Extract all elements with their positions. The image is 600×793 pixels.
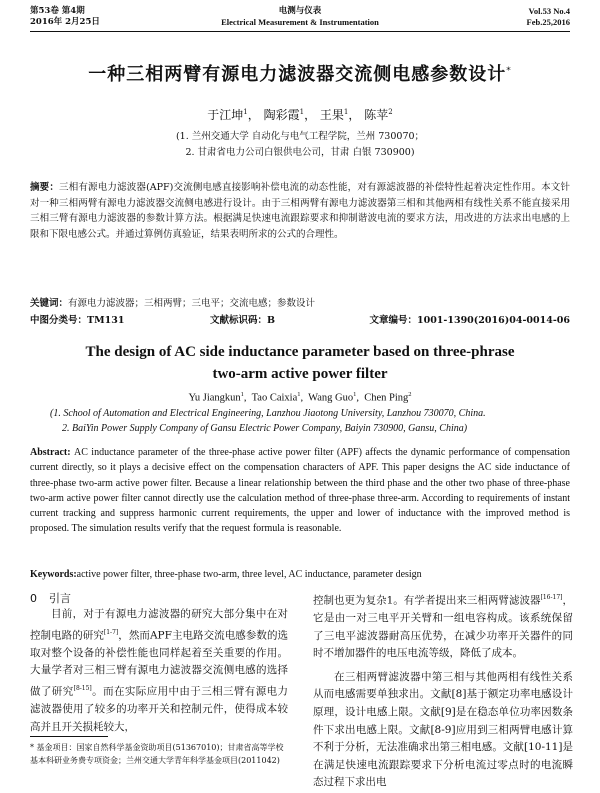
- clc-value: TM131: [87, 315, 125, 326]
- funding-footnote: * 基金项目：国家自然科学基金资助项目(51367010)；甘肃省高等学校基本科研业务费专项资金；兰州交通大学青年科学基金项目(2011042): [30, 743, 284, 765]
- section-number: 0: [30, 592, 37, 605]
- abstract-cn-text: 三相有源电力滤波器(APF)交流侧电感直接影响补偿电流的动态性能，对有源滤波器的补偿特性起着决定性作用。本文针对一种三相两臂有源电力滤波器交流侧电感进行设计。由于三相两臂有源电力滤波器第三相和其他两相有线性关系不能直接采用三相三臂有源电力滤波器的参数计算方法。根据满足快速电流跟踪要求和抑制谐波电流的要求方法，用改进的方法求出电感的上限和下限电感公式。并通过算例仿真验证，结果表明所求的公式的合理性。: [30, 182, 570, 240]
- author-sup: 1: [243, 108, 248, 116]
- abstract-cn-label: 摘要：: [30, 182, 60, 193]
- author-sup: 2: [388, 108, 393, 116]
- author-cn: 王果: [319, 108, 344, 122]
- abstract-en-label: Abstract:: [30, 447, 71, 458]
- keywords-cn-label: 关键词：: [30, 298, 69, 309]
- body-text: ，然而APF主电路交流电感参数的选取对整个设备的补偿性能也同样起着至关重要的作用。大量学者对三相三臂有源电力滤波器交流侧电感的选择做了研究: [30, 629, 288, 698]
- journal-name-cn: 电测与仪表: [278, 6, 322, 16]
- body-column-right: [313, 589, 573, 792]
- author-sup: 2: [408, 391, 412, 398]
- keywords-cn: [30, 296, 570, 312]
- abstract-en-text: AC inductance parameter of the three-phase active power filter (APF) affects the dynamic performance of compensation current directly, so it plays a decisive effect on the compensation characters of APF. This paper designs the AC side inductance of three-phase two-arm active power filter. Because a linear relationship between the third phase and the other two phase of three-phase two-arm active power filter cannot directly use the calculation method of three-phase three-arm. According to requirements of instant current tracking and suppress harmonic current requirements, the upper and lower of inductance with the improved method is proposed. The simulation results verify that the request formula is reasonable.: [30, 447, 570, 535]
- volume-en: Vol.53 No.4: [528, 6, 570, 16]
- author-sup: 1: [297, 391, 301, 398]
- body-text: 在三相两臂滤波器中第三相与其他两相有线性关系从而电感需要单独求出。文献[8]基于额定功率电感设计原理，设计电感上限。文献[9]是在稳态单位功率因数条件下求出电感上限。文献[8-9]应用到三相两臂电感计算不利于分析，无法准确求出第三相电感。文献[10-11]是在满足快速电流跟踪要求下分析电流过零点时的电流瞬态过程下求出电: [313, 670, 573, 789]
- paper-title-en: [30, 341, 570, 385]
- author-en: Wang Guo: [308, 392, 354, 404]
- doc-code-label: 文献标识码：: [210, 315, 268, 326]
- header-center: [30, 6, 570, 28]
- article-no-label: 文章编号：: [369, 315, 417, 326]
- date-cn: 2016年 2月25日: [30, 17, 100, 27]
- citation: [16-17]: [540, 594, 563, 601]
- affiliation-cn-1: (1. 兰州交通大学 自动化与电气工程学院，兰州 730070；: [175, 131, 425, 142]
- author-en: Chen Ping: [364, 392, 409, 404]
- paper-title-cn: [30, 60, 570, 86]
- author-sup: 1: [353, 391, 357, 398]
- body-paragraph: [30, 606, 288, 736]
- article-number: [369, 312, 570, 326]
- clc-label: 中图分类号：: [30, 315, 88, 326]
- body-text: 。而在实际应用中由于三相三臂有源电力滤波器使用了较多的功率开关和控制元件，使得成本较高并且开关损耗较大，: [30, 685, 289, 733]
- author-en: Tao Caixia: [251, 392, 298, 404]
- citation: [8-15]: [73, 684, 92, 692]
- article-no-value: 1001-1390(2016)04-0014-06: [416, 315, 570, 326]
- author-en: Yu Jiangkun: [188, 392, 241, 404]
- footnote-rule: [30, 736, 108, 737]
- body-text: 控制也更为复杂1。有学者提出来三相两臂滤波器: [313, 594, 541, 607]
- affiliation-cn-2: 2. 甘肃省电力公司白银供电公司，甘肃 白银 730900): [185, 147, 415, 158]
- citation: [1-7]: [103, 628, 119, 636]
- running-header: [30, 6, 570, 34]
- body-text: ，它是由一对三电平开关臂和一组电容构成。该系统保留了三电平滤波器耐高压优势，在减少功率开关器件的同时不增加器件的电压电流等级，降低了成本。: [313, 594, 573, 660]
- paper-title-en-line2: two-arm active power filter: [212, 366, 388, 382]
- doc-code: [210, 312, 275, 326]
- doc-code-value: B: [267, 315, 276, 326]
- body-paragraph: [313, 669, 573, 792]
- clc-code: [30, 312, 124, 326]
- authors-en: Yu Jiangkun$^1$, Tao Caixia$^1$, Wang Guo$^1$, Chen Ping$^2$: [188, 391, 412, 404]
- keywords-en-label: Keywords:: [30, 569, 77, 580]
- body-paragraph: [313, 589, 573, 663]
- affiliation-en-2: 2. BaiYin Power Supply Company of Gansu Electric Power Company, Baiyin 730900, Gansu, China): [62, 423, 468, 434]
- author-cn: 陶彩霞: [263, 108, 300, 122]
- paper-title-cn-text: 一种三相两臂有源电力滤波器交流侧电感参数设计: [88, 64, 507, 85]
- keywords-en: [30, 567, 570, 582]
- classification-row: [30, 312, 570, 326]
- authors-cn: 于江坤$^1$， 陶彩霞$^1$， 王果$^1$， 陈苹$^2$: [207, 108, 393, 122]
- author-cn: 陈苹: [364, 108, 389, 122]
- author-sup: 1: [299, 108, 305, 116]
- body-text: 目前，对于有源电力滤波器的研究大部分集中在对控制电路的研究: [30, 608, 288, 642]
- author-cn: 于江坤: [207, 108, 244, 122]
- affiliation-en-1: (1. School of Automation and Electrical Engineering, Lanzhou Jiaotong University, Lanzhou 730070, China.: [50, 408, 486, 419]
- header-right: [527, 6, 570, 28]
- section-heading-intro: [30, 590, 83, 606]
- date-en: Feb.25,2016: [526, 17, 570, 27]
- volume-cn: 第53卷 第4期: [30, 6, 85, 16]
- body-column-left: [30, 606, 288, 736]
- abstract-cn: [30, 180, 570, 242]
- paper-title-en-line1: The design of AC side inductance parameter based on three-phrase: [85, 344, 515, 360]
- abstract-en: [30, 445, 570, 537]
- keywords-cn-text: 有源电力滤波器；三相两臂；三电平；交流电感；参数设计: [68, 298, 316, 309]
- author-sup: 1: [240, 391, 244, 398]
- header-rule: [30, 31, 570, 32]
- title-footnote-mark: *: [506, 66, 512, 76]
- keywords-en-text: active power filter, three-phase two-arm, three level, AC inductance, parameter design: [76, 569, 422, 580]
- section-title: 引言: [49, 592, 71, 605]
- author-sup: 1: [343, 108, 349, 116]
- journal-name-en: Electrical Measurement & Instrumentation: [221, 17, 379, 27]
